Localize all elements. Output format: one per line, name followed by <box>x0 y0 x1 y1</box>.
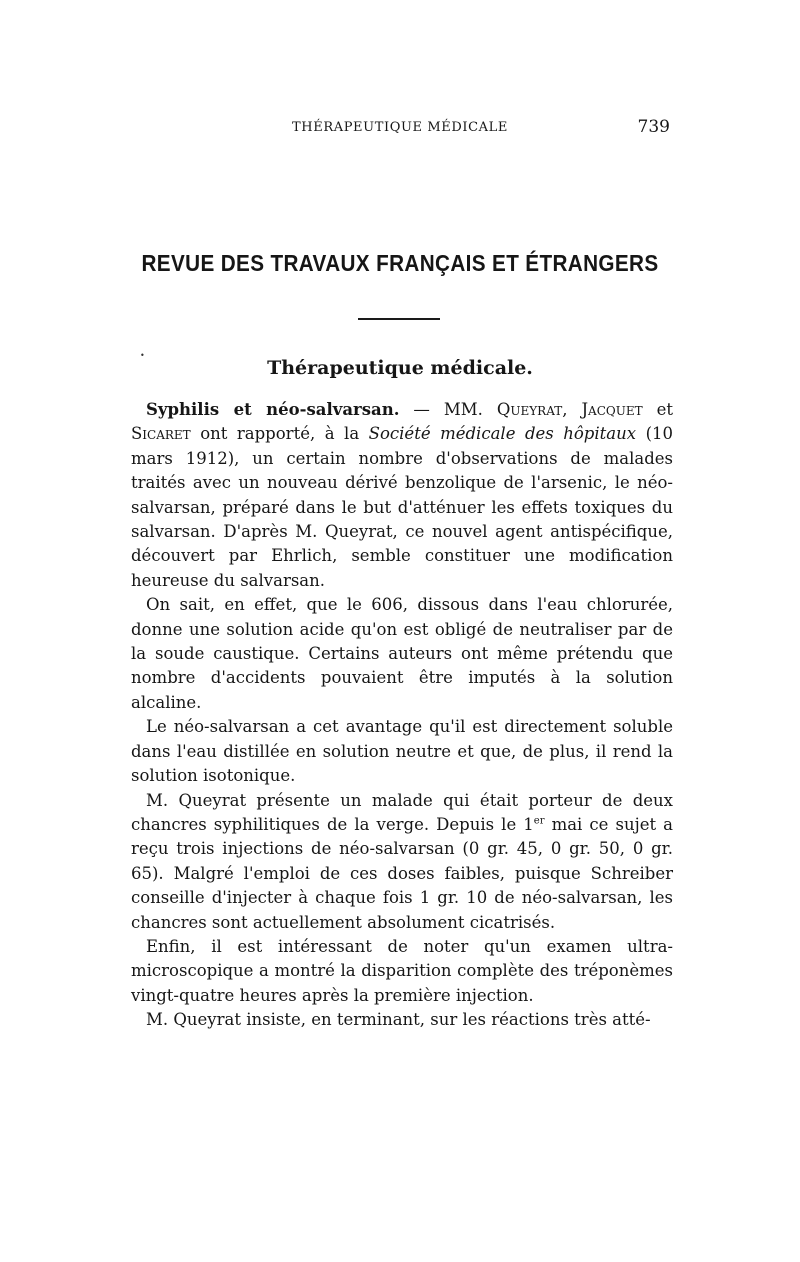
running-head <box>0 117 800 142</box>
society-name: Société médicale des hôpitaux <box>368 424 637 444</box>
section-divider <box>358 318 440 320</box>
author-sicaret: Sicaret <box>131 424 191 444</box>
paragraph-6: M. Queyrat insiste, en terminant, sur les réactions très atté- <box>146 1010 651 1030</box>
running-title: THÉRAPEUTIQUE MÉDICALE <box>292 120 508 135</box>
subsection-title: Thérapeutique médicale. <box>267 357 533 379</box>
paragraph-4: M. Queyrat présente un malade qui était porteur de deux chancres syphilitiques de la verge. Depuis le 1er mai ce sujet a reçu trois injections de néo-salvarsan (0 gr. 45, 0 gr. 50, 0 gr. 65). Malgré l'emploi de ces doses faibles, puisque Schreiber conseille d'injecter à chaque fois 1 gr. 10 de néo-salvarsan, les chancres sont actuellement absolument cicatrisés. <box>131 790 673 932</box>
article-lead: Syphilis et néo-salvarsan. <box>146 400 400 419</box>
section-title: REVUE DES TRAVAUX FRANÇAIS ET ÉTRANGERS <box>141 250 659 276</box>
paragraph-5: Enfin, il est intéressant de noter qu'un examen ultra-microscopique a montré la disparition complète des tréponèmes vingt-quatre heures après la première injection. <box>131 936 673 1005</box>
author-jacquet: Jacquet <box>581 400 643 419</box>
paragraph-1: Syphilis et néo-salvarsan. — MM. Queyrat, Jacquet et Sicaret ont rapporté, à la Société médicale des hôpitaux (10 mars 1912), un certain nombre d'observations de malades traités avec un nouveau dérivé benzolique de l'arsenic, le néo-salvarsan, préparé dans le but d'atténuer les effets toxiques du salvarsan. D'après M. Queyrat, ce nouvel agent antispécifique, découvert par Ehrlich, semble constituer une modification heureuse du salvarsan. <box>131 400 673 590</box>
article-body <box>131 398 673 1033</box>
paragraph-2: On sait, en effet, que le 606, dissous dans l'eau chlorurée, donne une solution acide qu'on est obligé de neutraliser par de la soude caustique. Certains auteurs ont même prétendu que nombre d'accidents pouvaient être imputés à la solution alcaline. <box>131 595 673 712</box>
paragraph-3: Le néo-salvarsan a cet avantage qu'il est directement soluble dans l'eau distillée en solution neutre et que, de plus, il rend la solution isotonique. <box>131 717 673 786</box>
print-speck: • <box>140 351 145 360</box>
author-queyrat: Queyrat <box>496 400 563 419</box>
page-number: 739 <box>637 117 670 137</box>
